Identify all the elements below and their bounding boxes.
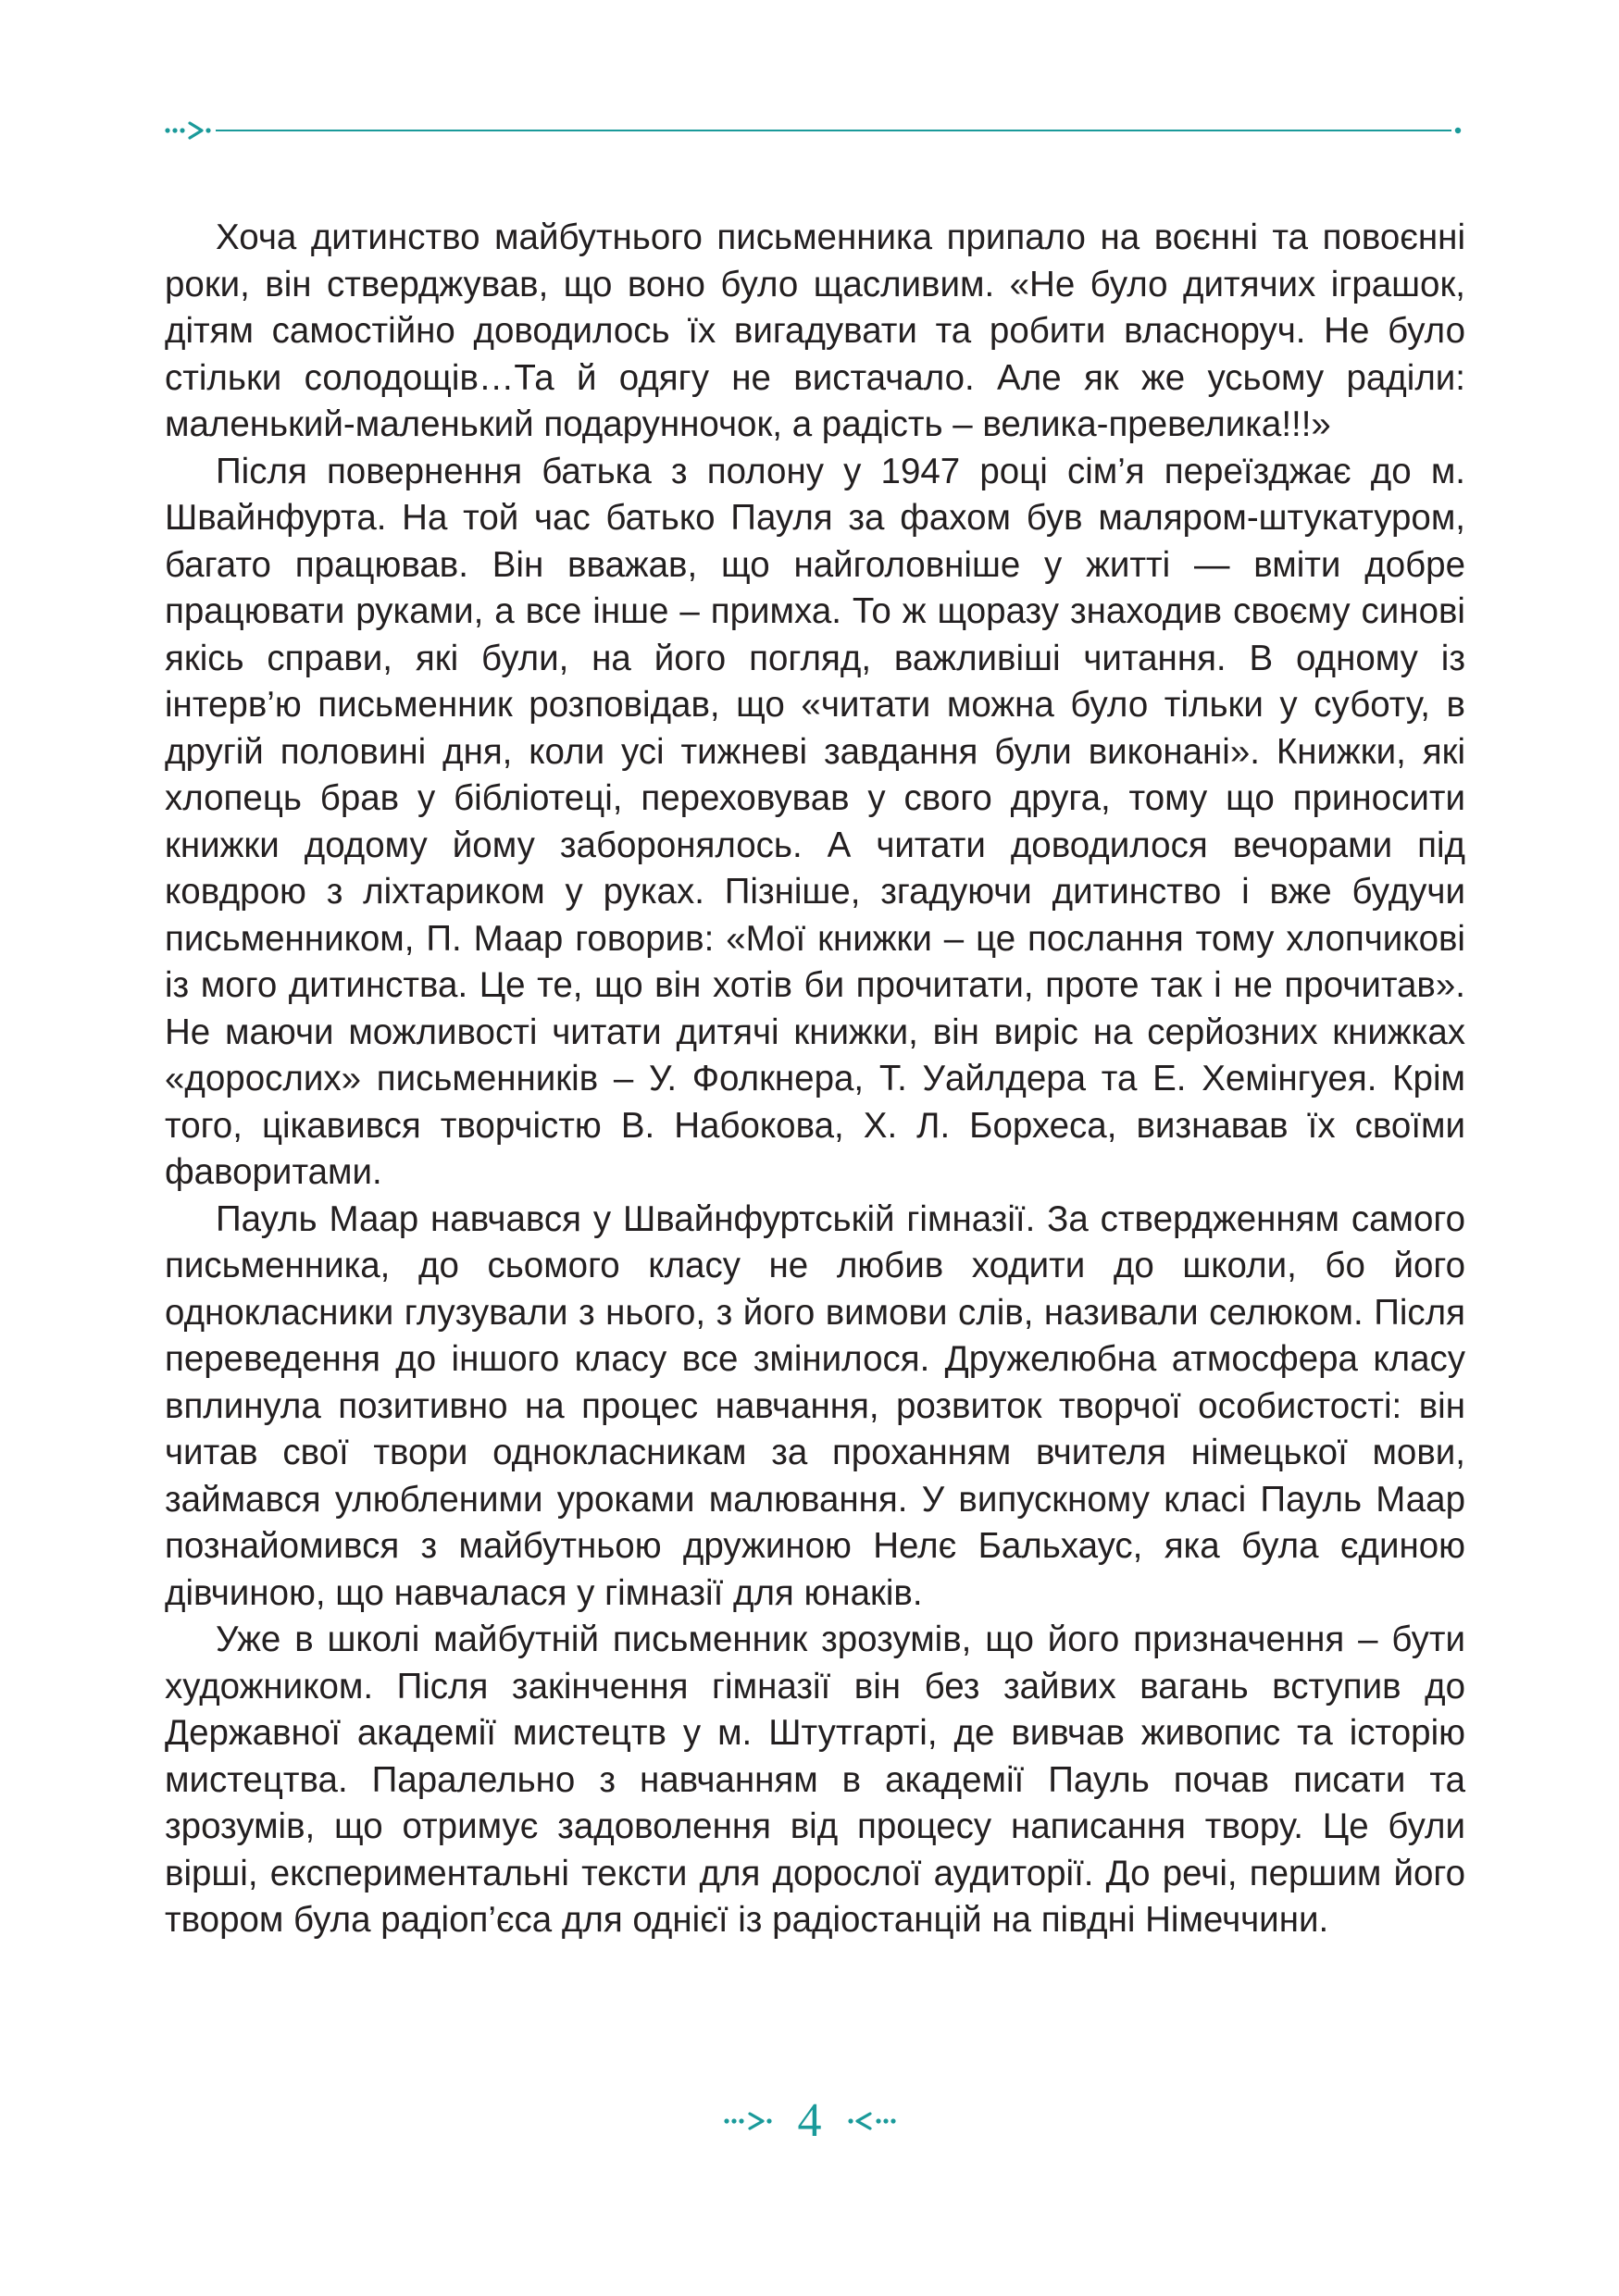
header-ornament-rule bbox=[165, 118, 1463, 143]
paragraph-childhood: Хоча дитинство майбутнього письменника припало на воєнні та повоєнні роки, він стверджував, що воно було щасливим. «Не було дитячих іграшок, дітям самостійно доводилось їх вигадувати та робити власноруч. Не було стільки солодощів…Та й одягу не вистачало. Але як же усьому раділи: маленький-маленький подарунночок, а радість – велика-превелика!!!» bbox=[165, 217, 1465, 444]
paragraph-academy: Уже в школі майбутній письменник зрозумів, що його призначення – бути художником. Після закінчення гімназії він без зайвих вагань вступив до Державної академії мистецтв у м. Штутгарті, де вивчав живопис та історію мистецтва. Паралельно з навчанням в академії Пауль почав писати та зрозумів, що отримує задоволення від процесу написання твору. Це були вірші, експериментальні тексти для дорослої аудиторії. До речі, першим його твором була радіоп’єса для однієї із радіостанцій на півдні Німеччини. bbox=[165, 1620, 1465, 1940]
dotted-arrow-right-icon bbox=[165, 123, 210, 138]
header-rule-graphic bbox=[165, 118, 1463, 143]
article-body bbox=[165, 215, 1465, 1944]
paragraph-family-move: Після повернення батька з полону у 1947 році сім’я переїзджає до м. Швайнфурта. На той час батько Пауля за фахом був маляром-штукатуром, багато працював. Він вважав, що найголовніше у житті — вміти добре працювати руками, а все інше – примха. То ж щоразу знаходив своєму синові якісь справи, які були, на його погляд, важливіші читання. В одному із інтерв’ю письменник розповідав, що «читати можна було тільки у суботу, в другій половині дня, коли усі тижневі завдання були виконані». Книжки, які хлопець брав у бібліотеці, переховував у свого друга, тому що приносити книжки додому йому заборонялось. А читати доводилося вечорами під ковдрою з ліхтариком у руках. Пізніше, згадуючи дитинство і вже будучи письменником, П. Маар говорив: «Мої книжки – це послання тому хлопчикові із мого дитинства. Це те, що він хотів би прочитати, проте так і не прочитав». Не маючи можливості читати дитячі книжки, він виріс на серйозних книжках «дорослих» письменників – У. Фолкнера, Т. Уайлдера та Е. Хемінгуея. Крім того, цікавився творчістю В. Набокова, Х. Л. Борхеса, визнавав їх своїми фаворитами. bbox=[165, 451, 1465, 1192]
paragraph-gymnasium: Пауль Маар навчався у Швайнфуртській гімназії. За ствердженням самого письменника, до сьомого класу не любив ходити до школи, бо його однокласники глузували з нього, з його вимови слів, називали селюком. Після переведення до іншого класу все змінилося. Дружелюбна атмосфера класу вплинула позитивно на процес навчання, розвиток творчої особистості: він читав свої твори однокласникам за проханням вчителя німецької мови, займався улюбленими уроками малювання. У випускному класі Пауль Маар познайомився з майбутньою дружиною Нелє Бальхаус, яка була єдиною дівчиною, що навчалася у гімназії для юнаків. bbox=[165, 1198, 1465, 1613]
dotted-arrow-left-icon bbox=[842, 2110, 896, 2132]
page-footer bbox=[0, 2093, 1619, 2149]
page-number: 4 bbox=[797, 2094, 822, 2147]
dotted-arrow-right-icon bbox=[724, 2110, 778, 2132]
dot-icon bbox=[1455, 128, 1461, 133]
